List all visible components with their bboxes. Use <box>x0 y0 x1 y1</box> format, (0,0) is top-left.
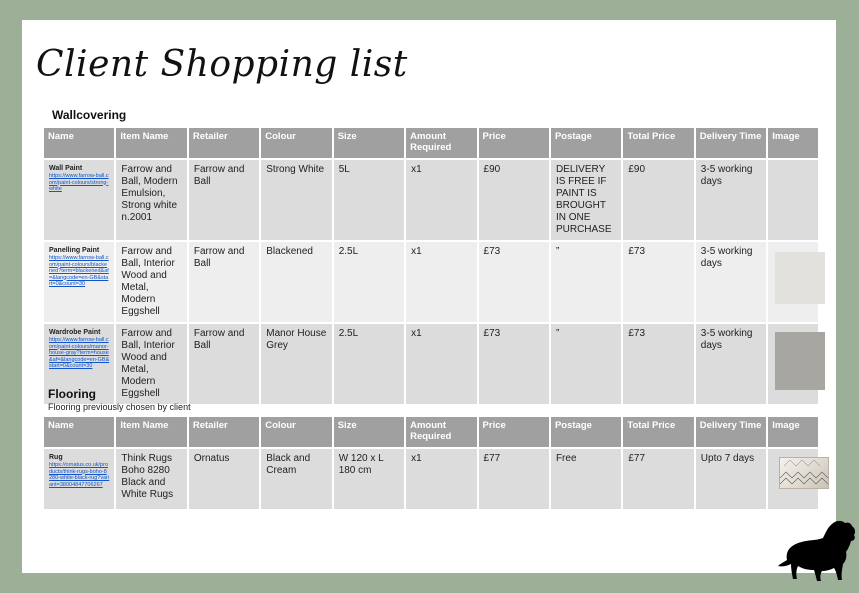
delivery-time-cell: 3-5 working days <box>696 160 766 240</box>
postage-cell: Free <box>551 449 621 509</box>
product-name: Wall Paint <box>49 165 83 172</box>
flooring-table <box>42 415 820 511</box>
amount-cell: x1 <box>406 449 476 509</box>
price-cell: £77 <box>479 449 549 509</box>
amount-cell: x1 <box>406 242 476 322</box>
total-price-cell: £73 <box>623 324 693 404</box>
product-name: Panelling Paint <box>49 247 100 254</box>
amount-cell: x1 <box>406 160 476 240</box>
price-cell: £73 <box>479 324 549 404</box>
page-title: Client Shopping list <box>36 44 408 85</box>
total-price-cell: £90 <box>623 160 693 240</box>
name-cell <box>44 242 114 322</box>
col-header-retailer: Retailer <box>189 417 259 447</box>
flooring-heading: Flooring <box>48 387 96 401</box>
col-header-total-price: Total Price <box>623 128 693 158</box>
retailer-cell: Farrow and Ball <box>189 242 259 322</box>
product-link[interactable]: https://www.farrow-ball.com/paint-colours/strong-white <box>49 173 109 192</box>
image-cell <box>768 160 818 240</box>
price-cell: £90 <box>479 160 549 240</box>
postage-cell: ” <box>551 242 621 322</box>
wallcovering-table <box>42 126 820 406</box>
dog-silhouette-icon <box>770 518 858 586</box>
flooring-subtitle: Flooring previously chosen by client <box>48 402 191 412</box>
retailer-cell: Farrow and Ball <box>189 324 259 404</box>
col-header-item-name: Item Name <box>116 128 186 158</box>
col-header-delivery-time: Delivery Time <box>696 128 766 158</box>
rug-product-image <box>779 457 829 489</box>
price-cell: £73 <box>479 242 549 322</box>
product-link[interactable]: https://www.farrow-ball.com/paint-colours/manor-house-gray?term=house&af=&langcode=en-GB&start=0&count=30 <box>49 337 110 369</box>
product-name: Wardrobe Paint <box>49 329 101 336</box>
product-link[interactable]: https://www.farrow-ball.com/paint-colours/blackened?term=blackened&af=&langcode=en-GB&start=0&count=30 <box>49 255 109 287</box>
table-row <box>44 160 818 240</box>
colour-cell: Manor House Grey <box>261 324 331 404</box>
delivery-time-cell: 3-5 working days <box>696 324 766 404</box>
product-link[interactable]: https://ornatus.co.uk/products/think-rugs-boho-8280-white-black-rug?variant=38004847706267 <box>49 462 110 488</box>
colour-cell: Blackened <box>261 242 331 322</box>
table-row <box>44 449 818 509</box>
retailer-cell: Ornatus <box>189 449 259 509</box>
image-cell <box>768 324 818 404</box>
col-header-size: Size <box>334 417 404 447</box>
col-header-name: Name <box>44 128 114 158</box>
total-price-cell: £73 <box>623 242 693 322</box>
col-header-postage: Postage <box>551 417 621 447</box>
postage-cell: DELIVERY IS FREE IF PAINT IS BROUGHT IN ONE PURCHASE <box>551 160 621 240</box>
table-row <box>44 242 818 322</box>
col-header-delivery-time: Delivery Time <box>696 417 766 447</box>
manor-house-grey-swatch-image <box>775 332 825 390</box>
col-header-amount: Amount Required <box>406 128 476 158</box>
amount-cell: x1 <box>406 324 476 404</box>
col-header-image: Image <box>768 417 818 447</box>
rug-pattern-icon <box>780 458 828 488</box>
wallcovering-heading: Wallcovering <box>52 108 127 122</box>
col-header-colour: Colour <box>261 417 331 447</box>
item-name-cell: Farrow and Ball, Interior Wood and Metal, Modern Eggshell <box>116 242 186 322</box>
col-header-retailer: Retailer <box>189 128 259 158</box>
name-cell <box>44 449 114 509</box>
col-header-colour: Colour <box>261 128 331 158</box>
table-header-row <box>44 417 818 447</box>
colour-cell: Black and Cream <box>261 449 331 509</box>
colour-cell: Strong White <box>261 160 331 240</box>
postage-cell: ” <box>551 324 621 404</box>
col-header-price: Price <box>479 128 549 158</box>
col-header-postage: Postage <box>551 128 621 158</box>
name-cell <box>44 160 114 240</box>
col-header-price: Price <box>479 417 549 447</box>
image-cell <box>768 242 818 322</box>
total-price-cell: £77 <box>623 449 693 509</box>
col-header-amount: Amount Required <box>406 417 476 447</box>
product-name: Rug <box>49 454 63 461</box>
size-cell: 5L <box>334 160 404 240</box>
col-header-size: Size <box>334 128 404 158</box>
item-name-cell: Think Rugs Boho 8280 Black and White Rugs <box>116 449 186 509</box>
retailer-cell: Farrow and Ball <box>189 160 259 240</box>
col-header-item-name: Item Name <box>116 417 186 447</box>
image-cell <box>768 449 818 509</box>
col-header-total-price: Total Price <box>623 417 693 447</box>
delivery-time-cell: Upto 7 days <box>696 449 766 509</box>
item-name-cell: Farrow and Ball, Modern Emulsion, Strong white n.2001 <box>116 160 186 240</box>
item-name-cell: Farrow and Ball, Interior Wood and Metal, Modern Eggshell <box>116 324 186 404</box>
table-row <box>44 324 818 404</box>
delivery-time-cell: 3-5 working days <box>696 242 766 322</box>
size-cell: 2.5L <box>334 324 404 404</box>
size-cell: W 120 x L 180 cm <box>334 449 404 509</box>
col-header-name: Name <box>44 417 114 447</box>
table-header-row <box>44 128 818 158</box>
blackened-swatch-image <box>775 252 825 304</box>
document-page <box>22 20 836 573</box>
col-header-image: Image <box>768 128 818 158</box>
size-cell: 2.5L <box>334 242 404 322</box>
